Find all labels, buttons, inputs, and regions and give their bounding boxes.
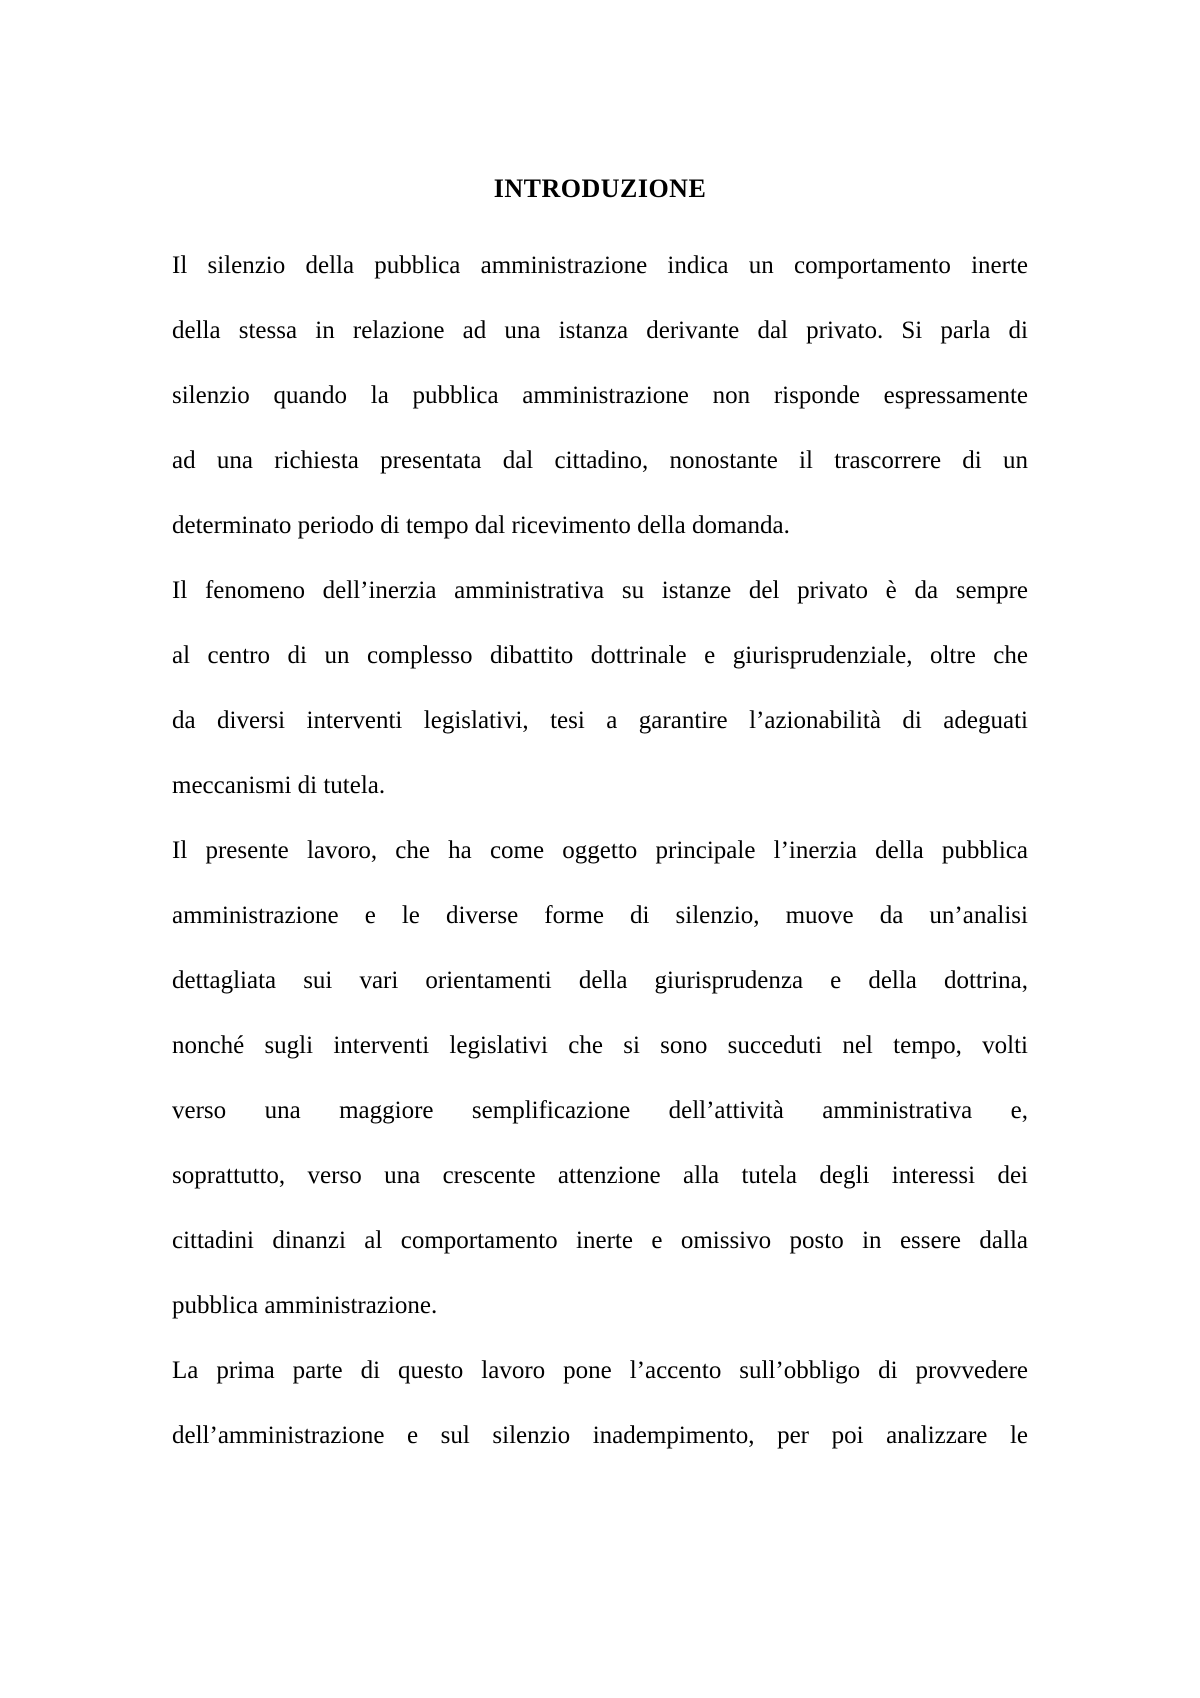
text-line: La prima parte di questo lavoro pone l’accento sull’obbligo di provvedere [172, 1357, 1028, 1384]
text-line: Il fenomeno dell’inerzia amministrativa su istanze del privato è da sempre [172, 577, 1028, 604]
text-line: da diversi interventi legislativi, tesi a garantire l’azionabilità di adeguati [172, 707, 1028, 734]
text-line: Il silenzio della pubblica amministrazione indica un comportamento inerte [172, 252, 1028, 279]
text-line: Il presente lavoro, che ha come oggetto principale l’inerzia della pubblica [172, 837, 1028, 864]
text-line: silenzio quando la pubblica amministrazione non risponde espressamente [172, 382, 1028, 409]
text-line: meccanismi di tutela. [172, 772, 386, 799]
text-line: nonché sugli interventi legislativi che si sono succeduti nel tempo, volti [172, 1032, 1028, 1059]
text-line: dettagliata sui vari orientamenti della giurisprudenza e della dottrina, [172, 967, 1028, 994]
body-text [172, 249, 1028, 1484]
text-line: pubblica amministrazione. [172, 1292, 438, 1319]
text-line: della stessa in relazione ad una istanza derivante dal privato. Si parla di [172, 317, 1028, 344]
text-line: dell’amministrazione e sul silenzio inadempimento, per poi analizzare le [172, 1422, 1028, 1449]
text-line: determinato periodo di tempo dal ricevimento della domanda. [172, 512, 790, 539]
text-line: cittadini dinanzi al comportamento inerte e omissivo posto in essere dalla [172, 1227, 1028, 1254]
text-line: amministrazione e le diverse forme di silenzio, muove da un’analisi [172, 902, 1028, 929]
text-line: ad una richiesta presentata dal cittadino, nonostante il trascorrere di un [172, 447, 1028, 474]
text-line: verso una maggiore semplificazione dell’attività amministrativa e, [172, 1097, 1028, 1124]
page-title: INTRODUZIONE [493, 174, 707, 203]
text-line: al centro di un complesso dibattito dottrinale e giurisprudenziale, oltre che [172, 642, 1028, 669]
text-line: soprattutto, verso una crescente attenzione alla tutela degli interessi dei [172, 1162, 1028, 1189]
